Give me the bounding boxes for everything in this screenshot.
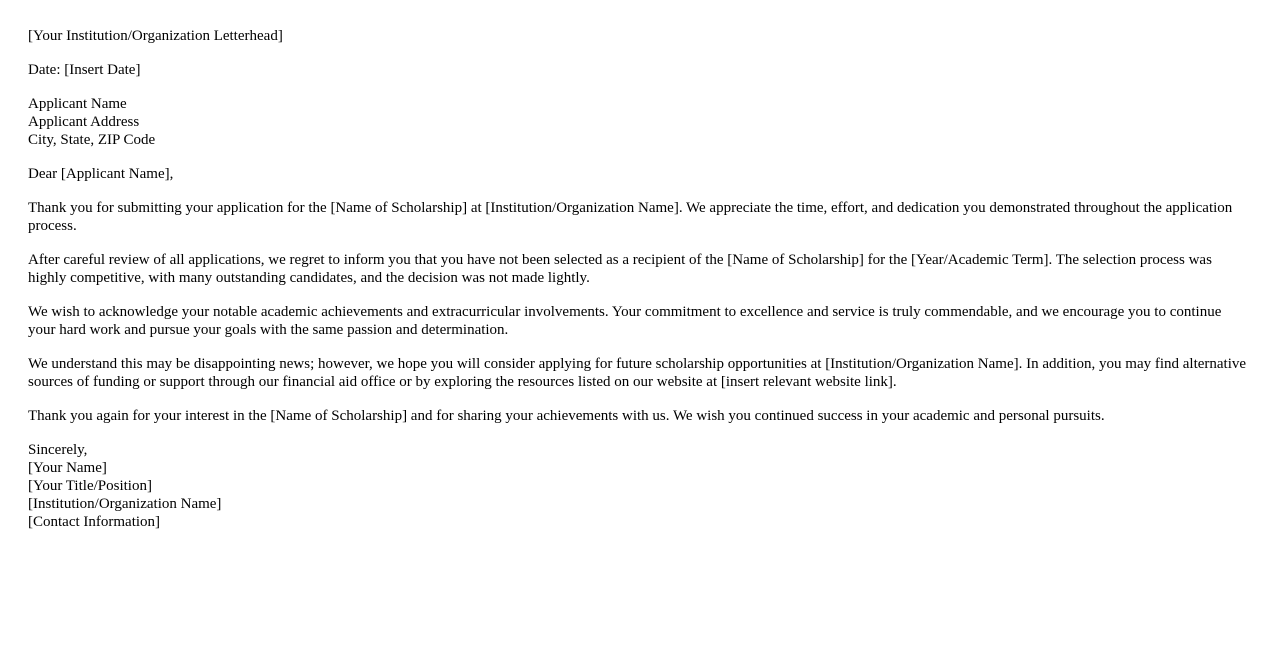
body-paragraph-3: We wish to acknowledge your notable academic achievements and extracurricular involvements. Your commitment to excellence and service is truly commendable, and we encourage you to continue your hard work and pursue your goals with the same passion and determination. bbox=[28, 304, 1222, 338]
valediction: Sincerely, bbox=[28, 442, 88, 458]
signer-title: [Your Title/Position] bbox=[28, 478, 152, 494]
recipient-address: Applicant Address bbox=[28, 114, 140, 130]
recipient-name: Applicant Name bbox=[28, 96, 127, 112]
salutation: Dear [Applicant Name], bbox=[28, 166, 174, 182]
letter-date: Date: [Insert Date] bbox=[28, 62, 141, 78]
signer-name: [Your Name] bbox=[28, 460, 107, 476]
recipient-city-state-zip: City, State, ZIP Code bbox=[28, 132, 156, 148]
body-paragraph-2: After careful review of all applications, we regret to inform you that you have not been selected as a recipient of the [Name of Scholarship] for the [Year/Academic Term]. The selection process was highly competitive, with many outstanding candidates, and the decision was not made lightly. bbox=[28, 252, 1212, 286]
recipient-block bbox=[28, 95, 1250, 149]
body-paragraph-5: Thank you again for your interest in the [Name of Scholarship] and for sharing your achievements with us. We wish you continued success in your academic and personal pursuits. bbox=[28, 408, 1105, 424]
closing-block bbox=[28, 441, 1250, 531]
body-paragraph-1: Thank you for submitting your application for the [Name of Scholarship] at [Institution/Organization Name]. We appreciate the time, effort, and dedication you demonstrated throughout the application process. bbox=[28, 200, 1233, 234]
letter-document bbox=[28, 27, 1250, 547]
body-paragraph-4: We understand this may be disappointing news; however, we hope you will consider applying for future scholarship opportunities at [Institution/Organization Name]. In addition, you may find alternative sources of funding or support through our financial aid office or by exploring the resources listed on our website at [insert relevant website link]. bbox=[28, 356, 1247, 390]
signer-contact: [Contact Information] bbox=[28, 514, 161, 530]
signer-organization: [Institution/Organization Name] bbox=[28, 496, 222, 512]
letterhead: [Your Institution/Organization Letterhead] bbox=[28, 28, 283, 44]
